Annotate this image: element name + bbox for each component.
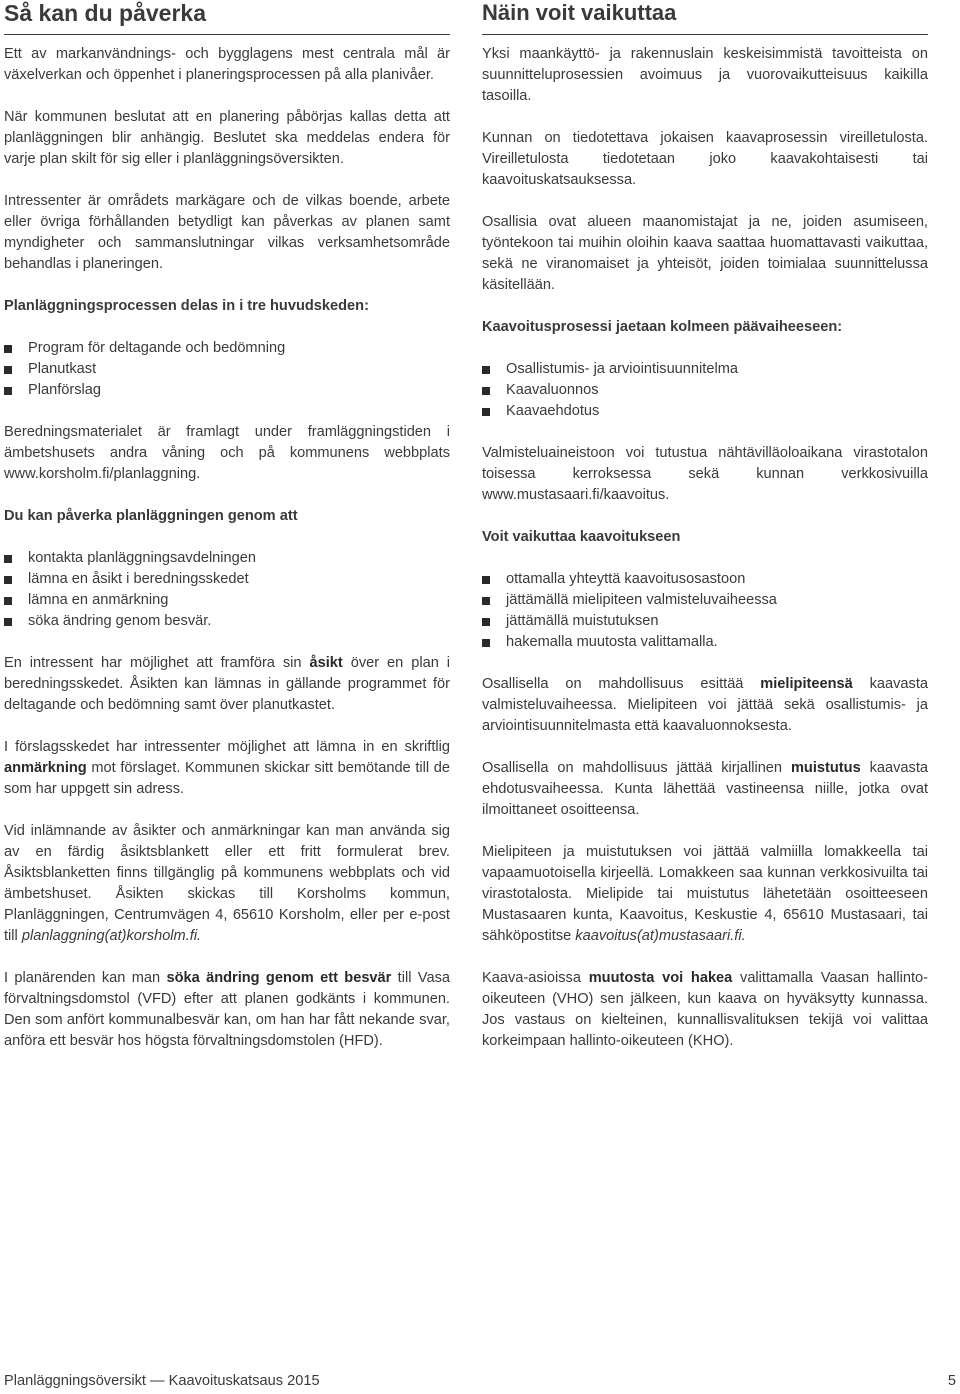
- list-item: [4, 338, 450, 359]
- text-span: kaavasta valmisteluvaiheessa. Mielipiteen voi jättää sekä osallistumis- ja arviointisuunnitelmasta että kaavaluonnoksesta.: [482, 676, 928, 734]
- text-span: kaavasta ehdotusvaiheessa. Kunta lähettää vastineensa niille, jotka ovat ilmoittaneet osoitteensa.: [482, 760, 928, 818]
- text-span: I planärenden kan man: [4, 970, 167, 986]
- fi-paragraph-stakeholders: Osallisia ovat alueen maanomistajat ja ne, joiden asumiseen, työntekoon tai muihin oloihin kaava saattaa huomattavasti vaikuttaa, sekä ne viranomaiset ja yhteisöt, joiden toimialaa suunnittelussa käsitellään.: [482, 214, 928, 293]
- text-span: mot förslaget. Kommunen skickar sitt bemötande till de som har uppgett sin adress.: [4, 760, 450, 797]
- page-number: 5: [947, 1373, 956, 1389]
- list-item-label: söka ändring genom besvär.: [28, 613, 212, 629]
- text-span: valittamalla Vaasan hallinto-oikeuteen (VHO) sen jälkeen, kun kaava on hyväksytty kunnassa. Jos vastaus on kielteinen, kunnallisvalituksen tekijä voi valittaa korkeimpaan hallinto-oikeuteen (KHO).: [482, 970, 928, 1049]
- fi-phases-heading: Kaavoitusprosessi jaetaan kolmeen päävaiheeseen:: [482, 319, 843, 335]
- sv-paragraph-opinion: [4, 653, 450, 716]
- list-item: [4, 569, 450, 590]
- list-item: [482, 611, 928, 632]
- sv-paragraph-materials: Beredningsmaterialet är framlagt under framläggningstiden i ämbetshusets andra våning och på kommunens webbplats www.korsholm.fi/planlaggning.: [4, 424, 450, 482]
- sv-phases-heading: Planläggningsprocessen delas in i tre huvudskeden:: [4, 298, 369, 314]
- text-span: Vid inlämnande av åsikter och anmärkningar kan man använda sig av en färdig åsiktsblankett eller ett fritt formulerat brev. Åsiktsblanketten finns tillgänglig på kommunens webbplats och vid ämbetshuset. Åsikten skickas till Korsholms kommun, Planläggningen, Centrumvägen 4, 65610 Korsholm, eller per e-post till: [4, 823, 450, 944]
- bullet-square-icon: [482, 597, 490, 605]
- publication-title: Planläggningsöversikt — Kaavoituskatsaus 2015: [4, 1373, 320, 1389]
- fi-paragraph-objection: [482, 758, 928, 821]
- fi-paragraph-appeal: [482, 968, 928, 1052]
- email-address: planlaggning(at)korsholm.fi.: [21, 928, 202, 944]
- fi-phases-list: [482, 359, 928, 422]
- bullet-square-icon: [482, 387, 490, 395]
- list-item-label: lämna en åsikt i beredningsskedet: [28, 571, 249, 587]
- bullet-square-icon: [482, 366, 490, 374]
- text-span: En intressent har möjlighet att framföra sin: [4, 655, 310, 671]
- fi-paragraph-opinion: [482, 674, 928, 737]
- bullet-square-icon: [4, 387, 12, 395]
- bullet-square-icon: [4, 345, 12, 353]
- list-item: [4, 548, 450, 569]
- text-span: Kaava-asioissa: [482, 970, 589, 986]
- fi-influence-list: [482, 569, 928, 653]
- text-span: Osallisella on mahdollisuus jättää kirjallinen: [482, 760, 791, 776]
- bullet-square-icon: [4, 618, 12, 626]
- fi-paragraph-pending: Kunnan on tiedotettava jokaisen kaavaprosessin vireilletulosta. Vireilletulosta tiedotetaan joko kaavakohtaisesti tai kaavoituskatsauksessa.: [482, 130, 928, 188]
- sv-influence-heading: Du kan påverka planläggningen genom att: [4, 508, 298, 524]
- list-item: [482, 380, 928, 401]
- sv-paragraph-stakeholders: Intressenter är områdets markägare och de vilkas boende, arbete eller övriga förhållanden betydligt kan påverkas av planen samt myndigheter och sammanslutningar vilkas verksamhetsområde behandlas i planeringen.: [4, 193, 450, 272]
- sv-paragraph-objection: [4, 737, 450, 800]
- bullet-square-icon: [4, 366, 12, 374]
- swedish-title: Så kan du påverka: [4, 0, 450, 35]
- fi-paragraph-materials: Valmisteluaineistoon voi tutustua nähtävilläoloaikana virastotalon toisessa kerroksessa sekä kunnan verkkosivuilla www.mustasaari.fi/kaavoitus.: [482, 445, 928, 503]
- sv-paragraph-submission: [4, 821, 450, 947]
- list-item-label: Kaavaluonnos: [506, 382, 599, 398]
- list-item: [482, 569, 928, 590]
- bold-term: mielipiteensä: [760, 676, 853, 692]
- bullet-square-icon: [482, 618, 490, 626]
- fi-influence-heading: Voit vaikuttaa kaavoitukseen: [482, 529, 681, 545]
- list-item-label: Kaavaehdotus: [506, 403, 600, 419]
- list-item-label: Program för deltagande och bedömning: [28, 340, 286, 356]
- finnish-column: [482, 0, 928, 1073]
- bold-term: muistutus: [790, 760, 861, 776]
- sv-paragraph-appeal: [4, 968, 450, 1052]
- fi-paragraph-intro: Yksi maankäyttö- ja rakennuslain keskeisimmistä tavoitteista on suunnitteluprosessien avoimuus ja vuorovaikutteisuus kaikilla tasoilla.: [482, 46, 928, 104]
- list-item-label: hakemalla muutosta valittamalla.: [506, 634, 718, 650]
- page-footer: [0, 1373, 960, 1394]
- list-item-label: Planutkast: [28, 361, 97, 377]
- list-item: [4, 590, 450, 611]
- list-item-label: Planförslag: [28, 382, 102, 398]
- bold-term: söka ändring genom ett besvär: [166, 970, 392, 986]
- sv-paragraph-intro: Ett av markanvändnings- och bygglagens mest centrala mål är växelverkan och öppenhet i planeringsprocessen på alla planivåer.: [4, 46, 450, 83]
- list-item: [4, 611, 450, 632]
- list-item-label: jättämällä mielipiteen valmisteluvaiheessa: [506, 592, 777, 608]
- sv-phases-list: [4, 338, 450, 401]
- list-item-label: Osallistumis- ja arviointisuunnitelma: [506, 361, 738, 377]
- text-span: Mielipiteen ja muistutuksen voi jättää valmiilla lomakkeella tai vapaamuotoisella kirjeellä. Lomakkeen saa kunnan verkkosivuilta tai virastotalosta. Mielipide tai muistutus lähetetään osoitteeseen Mustasaaren kunta, Kaavoitus, Keskustie 4, 65610 Mustasaari, tai sähköpostitse: [482, 844, 928, 944]
- list-item-label: kontakta planläggningsavdelningen: [28, 550, 257, 566]
- list-item: [482, 632, 928, 653]
- bullet-square-icon: [482, 576, 490, 584]
- bullet-square-icon: [482, 639, 490, 647]
- list-item: [482, 359, 928, 380]
- fi-paragraph-submission: [482, 842, 928, 947]
- list-item-label: jättämällä muistutuksen: [506, 613, 659, 629]
- text-span: Osallisella on mahdollisuus esittää: [482, 676, 761, 692]
- list-item-label: lämna en anmärkning: [28, 592, 169, 608]
- list-item: [4, 380, 450, 401]
- finnish-title: Näin voit vaikuttaa: [482, 0, 928, 35]
- bullet-square-icon: [4, 576, 12, 584]
- list-item: [482, 401, 928, 422]
- bullet-square-icon: [482, 408, 490, 416]
- bullet-square-icon: [4, 555, 12, 563]
- bold-term: anmärkning: [4, 760, 87, 776]
- list-item-label: ottamalla yhteyttä kaavoitusosastoon: [506, 571, 746, 587]
- text-span: I förslagsskedet har intressenter möjlighet att lämna in en skriftlig: [4, 739, 450, 755]
- list-item: [4, 359, 450, 380]
- bold-term: muutosta voi hakea: [588, 970, 733, 986]
- email-address: kaavoitus(at)mustasaari.fi.: [575, 928, 746, 944]
- sv-paragraph-pending: När kommunen beslutat att en planering påbörjas kallas detta att planläggningen blir anhängig. Beslutet ska meddelas endera för varje plan skilt för sig eller i planläggningsöversikten.: [4, 109, 450, 167]
- sv-influence-list: [4, 548, 450, 632]
- bold-term: åsikt: [309, 655, 343, 671]
- list-item: [482, 590, 928, 611]
- text-span: över en plan i beredningsskedet. Åsikten kan lämnas in gällande programmet för deltagande och bedömning samt över planutkastet.: [4, 655, 450, 713]
- text-span: till Vasa förvaltningsdomstol (VFD) efter att planen godkänts i kommunen. Den som anfört kommunalbesvär kan, om han har fått nekande svar, anföra ett besvär hos högsta förvaltningsdomstolen (HFD).: [4, 970, 450, 1049]
- swedish-column: [4, 0, 450, 1073]
- bullet-square-icon: [4, 597, 12, 605]
